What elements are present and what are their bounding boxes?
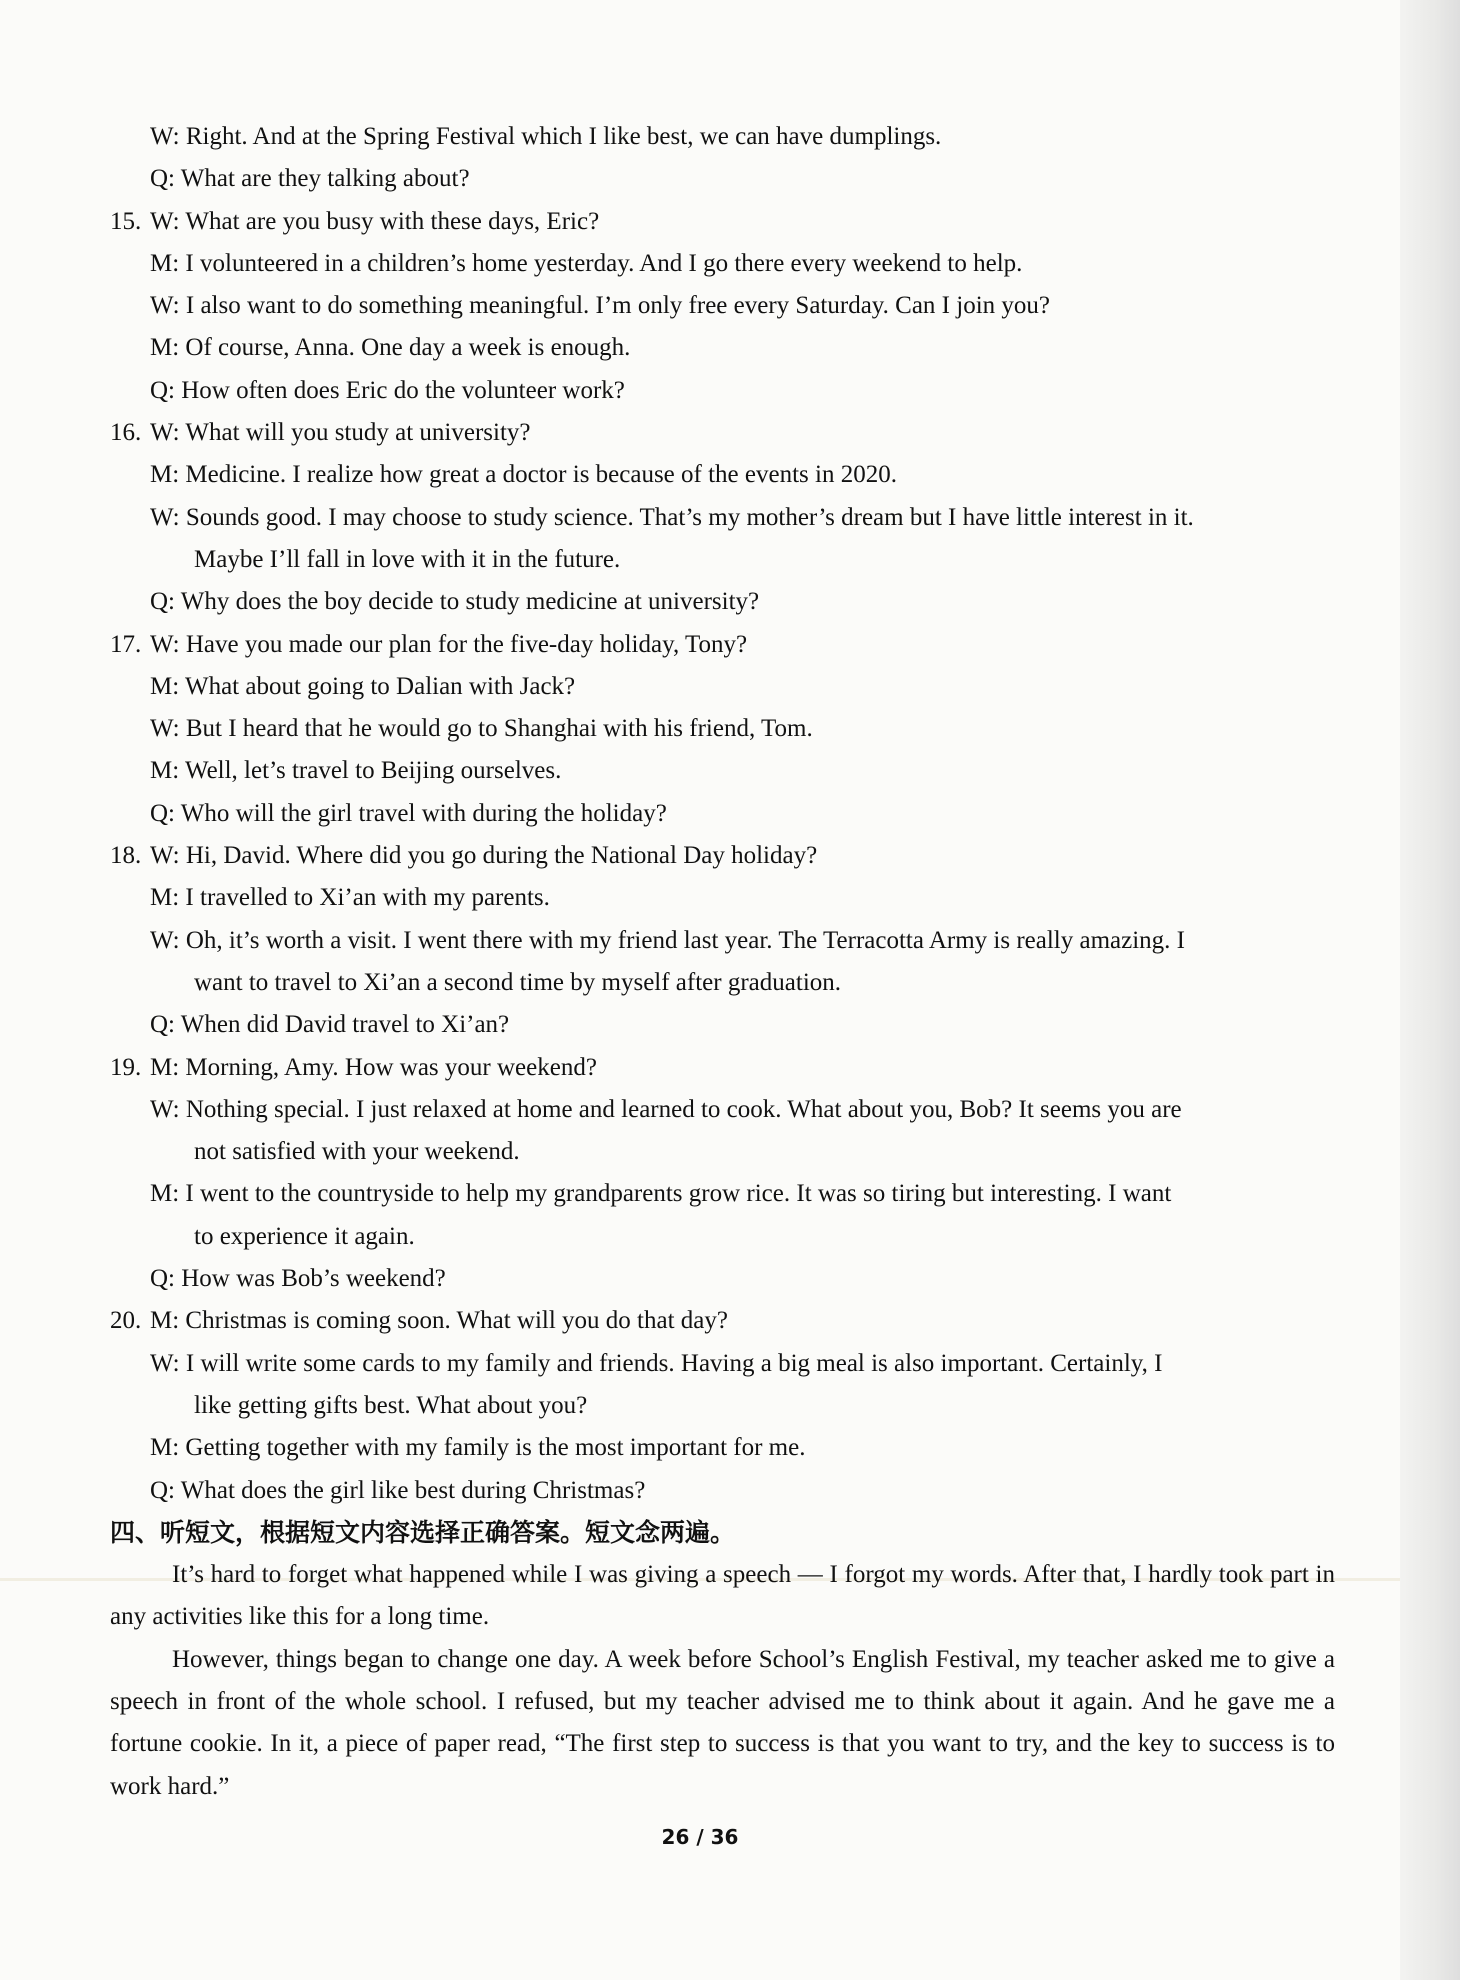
dialogue-line bbox=[110, 1216, 1350, 1258]
dialogue-line bbox=[110, 793, 1350, 835]
dialogue-text: Q: Why does the boy decide to study medicine at university? bbox=[150, 588, 760, 616]
question-number: 17. bbox=[110, 630, 142, 658]
dialogue-text: M: Of course, Anna. One day a week is enough. bbox=[150, 334, 631, 362]
page-number: 26 / 36 bbox=[661, 1825, 739, 1849]
question-number: 18. bbox=[110, 842, 142, 870]
dialogue-line bbox=[110, 1385, 1350, 1427]
dialogue-text: M: Morning, Amy. How was your weekend? bbox=[150, 1053, 597, 1081]
dialogue-line bbox=[110, 1300, 1350, 1342]
dialogue-line bbox=[110, 1470, 1350, 1512]
dialogue-text: M: I volunteered in a children’s home yesterday. And I go there every weekend to help. bbox=[150, 249, 1023, 277]
dialogue-line bbox=[110, 201, 1350, 243]
dialogue-line bbox=[110, 962, 1350, 1004]
question-number: 19. bbox=[110, 1053, 142, 1081]
dialogue-text: W: But I heard that he would go to Shanghai with his friend, Tom. bbox=[150, 715, 813, 743]
dialogue-text: M: I went to the countryside to help my grandparents grow rice. It was so tiring but interesting. I want bbox=[150, 1180, 1172, 1208]
dialogue-text: want to travel to Xi’an a second time by myself after graduation. bbox=[194, 968, 842, 996]
question-number: 15. bbox=[110, 207, 142, 235]
dialogue-text: M: I travelled to Xi’an with my parents. bbox=[150, 884, 550, 912]
dialogue-text: to experience it again. bbox=[194, 1222, 415, 1250]
dialogue-text: M: Christmas is coming soon. What will you do that day? bbox=[150, 1307, 728, 1335]
dialogue-line bbox=[110, 1427, 1350, 1469]
page-edge-shadow bbox=[1400, 0, 1460, 1980]
dialogue-text: W: I will write some cards to my family and friends. Having a big meal is also important. Certainly, I bbox=[150, 1349, 1163, 1377]
dialogue-line bbox=[110, 1047, 1350, 1089]
dialogue-section bbox=[110, 116, 1350, 1512]
dialogue-text: W: Have you made our plan for the five-day holiday, Tony? bbox=[150, 630, 748, 658]
dialogue-line bbox=[110, 581, 1350, 623]
dialogue-text: M: Well, let’s travel to Beijing ourselves. bbox=[150, 757, 562, 785]
dialogue-line bbox=[110, 1258, 1350, 1300]
passage bbox=[110, 1554, 1350, 1808]
dialogue-line bbox=[110, 1173, 1350, 1215]
dialogue-text: Q: Who will the girl travel with during the holiday? bbox=[150, 799, 667, 827]
question-number: 16. bbox=[110, 419, 142, 447]
dialogue-line bbox=[110, 370, 1350, 412]
dialogue-line bbox=[110, 1004, 1350, 1046]
dialogue-text: W: I also want to do something meaningful. I’m only free every Saturday. Can I join you? bbox=[150, 292, 1050, 320]
dialogue-line bbox=[110, 158, 1350, 200]
dialogue-text: like getting gifts best. What about you? bbox=[194, 1391, 588, 1419]
dialogue-text: Q: What are they talking about? bbox=[150, 165, 470, 193]
dialogue-line bbox=[110, 835, 1350, 877]
dialogue-line bbox=[110, 666, 1350, 708]
page-content bbox=[110, 116, 1350, 1808]
dialogue-text: W: Oh, it’s worth a visit. I went there with my friend last year. The Terracotta Army is really amazing. I bbox=[150, 926, 1185, 954]
dialogue-text: Q: How was Bob’s weekend? bbox=[150, 1265, 446, 1293]
dialogue-line bbox=[110, 1343, 1350, 1385]
dialogue-text: W: Sounds good. I may choose to study science. That’s my mother’s dream but I have little interest in it. bbox=[150, 503, 1194, 531]
question-number: 20. bbox=[110, 1307, 142, 1335]
dialogue-line bbox=[110, 454, 1350, 496]
dialogue-line bbox=[110, 327, 1350, 369]
dialogue-line bbox=[110, 539, 1350, 581]
dialogue-line bbox=[110, 1089, 1350, 1131]
dialogue-text: W: Right. And at the Spring Festival which I like best, we can have dumplings. bbox=[150, 123, 942, 150]
dialogue-text: W: Hi, David. Where did you go during the National Day holiday? bbox=[150, 842, 818, 870]
dialogue-line bbox=[110, 920, 1350, 962]
dialogue-text: Maybe I’ll fall in love with it in the future. bbox=[194, 545, 621, 573]
dialogue-line bbox=[110, 285, 1350, 327]
dialogue-text: Q: How often does Eric do the volunteer work? bbox=[150, 376, 625, 404]
dialogue-text: M: What about going to Dalian with Jack? bbox=[150, 672, 576, 700]
passage-paragraph-1: It’s hard to forget what happened while I was giving a speech — I forgot my words. After that, I hardly took part in any activities like this for a long time. bbox=[110, 1561, 1335, 1631]
dialogue-text: not satisfied with your weekend. bbox=[194, 1138, 520, 1166]
dialogue-text: Q: When did David travel to Xi’an? bbox=[150, 1011, 510, 1039]
dialogue-line bbox=[110, 243, 1350, 285]
dialogue-text: W: Nothing special. I just relaxed at home and learned to cook. What about you, Bob? It seems you are bbox=[150, 1095, 1182, 1123]
dialogue-line bbox=[110, 412, 1350, 454]
dialogue-line bbox=[110, 750, 1350, 792]
dialogue-text: W: What will you study at university? bbox=[150, 419, 531, 447]
dialogue-line bbox=[110, 116, 1350, 158]
section-heading: 四、听短文，根据短文内容选择正确答案。短文念两遍。 bbox=[110, 1517, 736, 1547]
dialogue-text: W: What are you busy with these days, Eric? bbox=[150, 207, 600, 235]
dialogue-line bbox=[110, 497, 1350, 539]
dialogue-text: M: Getting together with my family is the most important for me. bbox=[150, 1434, 806, 1462]
dialogue-line bbox=[110, 1131, 1350, 1173]
dialogue-line bbox=[110, 624, 1350, 666]
dialogue-line bbox=[110, 877, 1350, 919]
passage-paragraph-2: However, things began to change one day. A week before School’s English Festival, my teacher asked me to give a speech in front of the whole school. I refused, but my teacher advised me to think about it again. And he gave me a fortune cookie. In it, a piece of paper read, “The first step to success is that you want to try, and the key to success is to work hard.” bbox=[110, 1645, 1335, 1800]
dialogue-text: Q: What does the girl like best during Christmas? bbox=[150, 1476, 646, 1504]
dialogue-line bbox=[110, 708, 1350, 750]
dialogue-text: M: Medicine. I realize how great a doctor is because of the events in 2020. bbox=[150, 461, 897, 489]
